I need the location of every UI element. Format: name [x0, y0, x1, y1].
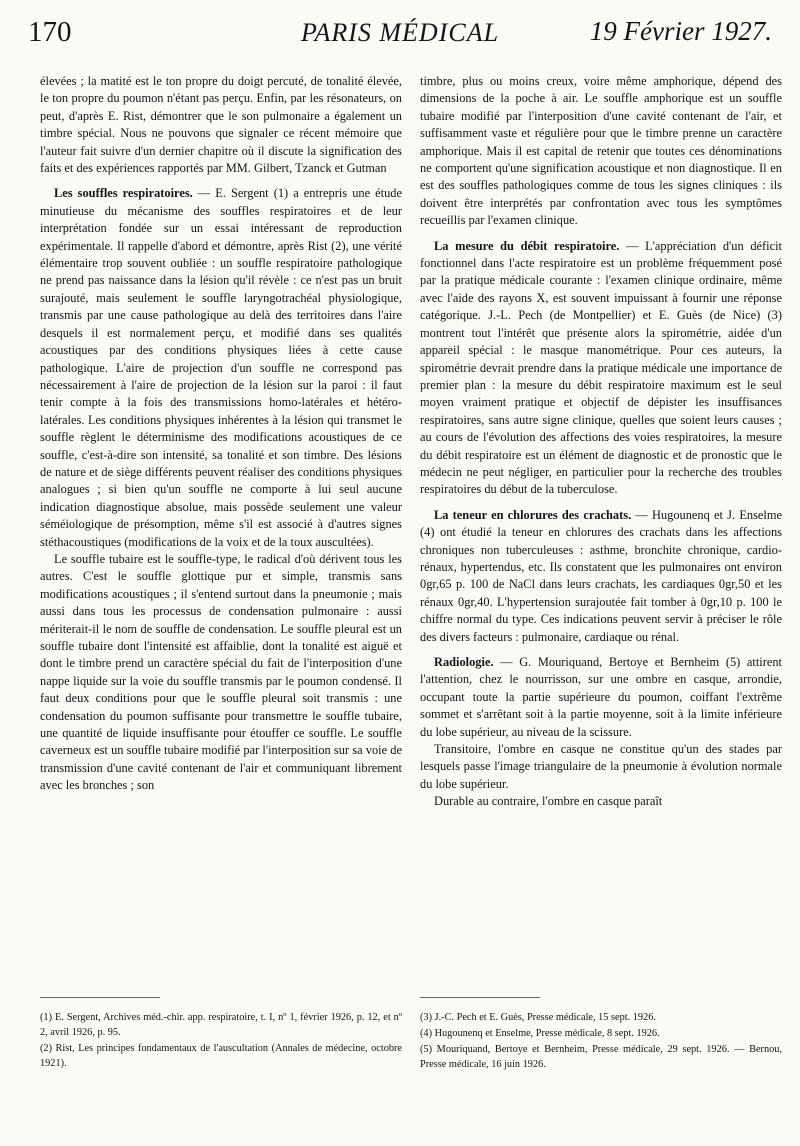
footnotes-right: [420, 1010, 782, 1073]
section-chlorures: [420, 507, 782, 646]
paragraph: élevées ; la matité est le ton propre du doigt percuté, de tonalité élevée, le ton propre du poumon n'étant pas perçu. Enfin, par les résonateurs, on peut, d'après E. Rist, démontrer que le son pulmonaire a également un timbre spécial. Nous ne pouvons que signaler ce récent mémoire que l'auteur fait suivre d'un dernier chapitre où il discute la signification des faits et des expériences rapportés par MM. Gilbert, Tzanck et Gutman: [40, 74, 402, 176]
paragraph-text: — G. Mouriquand, Bertoye et Bernheim (5) attirent l'attention, chez le nourrisson, sur une ombre en casque, arrondie, occupant toute la partie supérieure du poumon, coiffant l'extrême sommet et s'arrêtant soit à la partie moyenne, soit à la limite inférieure du lobe supérieur, au niveau de la scissure.: [420, 655, 782, 739]
journal-title: PARIS MÉDICAL: [300, 18, 500, 47]
section-heading: Les souffles respiratoires.: [54, 186, 193, 201]
paragraph-text: — Hugounenq et J. Enselme (4) ont étudié la teneur en chlorures des crachats dans les affections chroniques non tuberculeuses : asthme, bronchite chronique, cardio-rénaux, hypertendus, etc. Ils constatent que les pulmonaires ont environ 0gr,65 p. 100 de NaCl dans leurs crachats, les cardiaques 0gr,50 et les rénaux 0gr,40. L'hypertension surajoutée fait tomber à 0gr,10 p. 100 le chiffre normal du type. Ces indications peuvent servir à préciser le rôle des divers facteurs : pulmonaire, cardiaque ou rénal.: [420, 507, 782, 644]
issue-date: 19 Février 1927.: [589, 16, 772, 46]
right-column: [420, 73, 782, 811]
footnote-divider: [40, 997, 160, 998]
footnotes-left: [40, 1010, 402, 1072]
paragraph: timbre, plus ou moins creux, voire même amphorique, dépend des dimensions de la poche à air. Le souffle amphorique est un souffle tubaire modifié par l'interposition d'une cavité contenant de l'air, et suffisamment vaste et régulière pour que le timbre prenne un caractère amphorique. Mais il est capital de retenir que toutes ces dénominations ne comportent qu'une signification acoustique et non diagnostique. Il en est des souffles pathologiques comme de tous les signes cliniques : ils doivent être interprétés par confrontation avec tous les symptômes recueillis par l'examen clinique.: [420, 74, 782, 228]
paragraph: Durable au contraire, l'ombre en casque paraît: [434, 794, 663, 809]
footnote-divider: [420, 997, 540, 998]
page-number: 170: [28, 16, 72, 48]
footnote: (5) Mouriquand, Bertoye et Bernheim, Presse médicale, 29 sept. 1926. — Bernou, Presse médicale, 16 juin 1926.: [420, 1044, 782, 1070]
footnote: (4) Hugounenq et Enselme, Presse médicale, 8 sept. 1926.: [420, 1028, 660, 1039]
footnote: (3) J.-C. Pech et E. Guès, Presse médicale, 15 sept. 1926.: [420, 1012, 656, 1023]
paragraph: Le souffle tubaire est le souffle-type, le radical d'où dérivent tous les autres. C'est le souffle glottique pur et simple, transmis sans modifications acoustiques ; il s'entend surtout dans la pneumonie ; mais aussi dans tous les processus de condensation pulmonaire : aussi mériterait-il le nom de souffle de condensation. Le souffle pleural est un souffle tubaire dont l'intensité est affaiblie, dont la tonalité est aiguë et dont le timbre prend un caractère spécial du fait de l'interposition d'une nappe liquide sur la voie du souffle transmis par le poumon condensé. Il faut deux conditions pour que le souffle pleural soit transmis : une condensation du poumon suffisante pour transmettre le souffle tubaire, une quantité de liquide insuffisante pour étouffer ce souffle. Le souffle caverneux est un souffle tubaire modifié par l'interposition sur sa voie de transmission d'une cavité contenant de l'air et communiquant librement avec les bronches ; son: [40, 551, 402, 793]
left-column: [40, 73, 402, 795]
section-radiologie: [420, 654, 782, 741]
footnote: (1) E. Sergent, Archives méd.-chir. app. respiratoire, t. I, nº 1, février 1926, p. 12, et nº 2, avril 1926, p. 95.: [40, 1012, 402, 1038]
paragraph: Transitoire, l'ombre en casque ne constitue qu'un des stades par lesquels passe l'image triangulaire de la pneumonie à évolution normale du lobe supérieur.: [420, 742, 782, 791]
footnote: (2) Rist, Les principes fondamentaux de l'auscultation (Annales de médecine, octobre 1921).: [40, 1043, 402, 1069]
paragraph-text: — L'appréciation d'un déficit fonctionnel dans l'acte respiratoire est un problème fréquemment posé par la pratique médicale courante : l'examen clinique ordinaire, même avec l'aide des rayons X, est souvent impuissant à fournir une réponse catégorique. J.-L. Pech (de Montpellier) et E. Guès (de Nice) (3) montrent tout l'intérêt que présente alors la spirométrie, aidée d'un appareil spécial : le masque manométrique. Pour ces auteurs, la spirométrie devrait prendre dans la pratique médicale une importance de premier plan : la mesure du débit respiratoire maximum est le seul moyen vraiment pratique et objectif de dépister les insuffisances respiratoires, sans autre signe clinique, quelles que soient leurs causes ; au cours de l'évolution des affections des voies respiratoires, la mesure du débit respiratoire est un élément de diagnostic et de pronostic que le médecin ne peut négliger, en particulier pour la recherche des troubles respiratoires du début de la tuberculose.: [420, 238, 782, 497]
paragraph-text: — E. Sergent (1) a entrepris une étude minutieuse du mécanisme des souffles respiratoires et de leur interprétation fondée sur un essai intéressant de reproduction expérimentale. Il rappelle d'abord et démontre, après Rist (2), une vérité élémentaire trop souvent oubliée : un souffle respiratoire pathologique ne prend pas naissance dans la lésion qu'il révèle : ce n'est pas un bruit surajouté, mais seulement le souffle laryngotrachéal physiologique, transmis par une cause pathologique au delà des territoires dans l'aire desquels il est normalement perçu, et modifié dans ses qualités acoustiques par des conditions physiques liées à cette cause pathologique. L'aire de projection d'un souffle ne correspond pas nécessairement à l'aire de projection de la lésion sur la paroi : il faut tenir compte à la fois des transmissions homo-latérales et hétéro-latérales. Les conditions physiques inhérentes à la lésion qui transmet le souffle règlent le déterminisme des modifications acoustiques de ce souffle, c'est-à-dire son intensité, sa tonalité et son timbre. Des lésions de nature et de siège différents peuvent réaliser des conditions physiques analogues ; si bien qu'un souffle ne comporte à lui seul aucune indication diagnostique absolue, mais possède seulement une valeur séméiologique de présomption, même s'il est associé à d'autres signes stéthacoustiques (modifications de la voix et de la toux auscultées).: [40, 186, 402, 549]
section-heading: La mesure du débit respiratoire.: [434, 238, 620, 253]
page-header: [28, 14, 772, 52]
section-heading: La teneur en chlorures des crachats.: [434, 507, 632, 522]
section-debit: [420, 238, 782, 499]
section-heading: Radiologie.: [434, 655, 494, 669]
section-souffles: [40, 185, 402, 551]
